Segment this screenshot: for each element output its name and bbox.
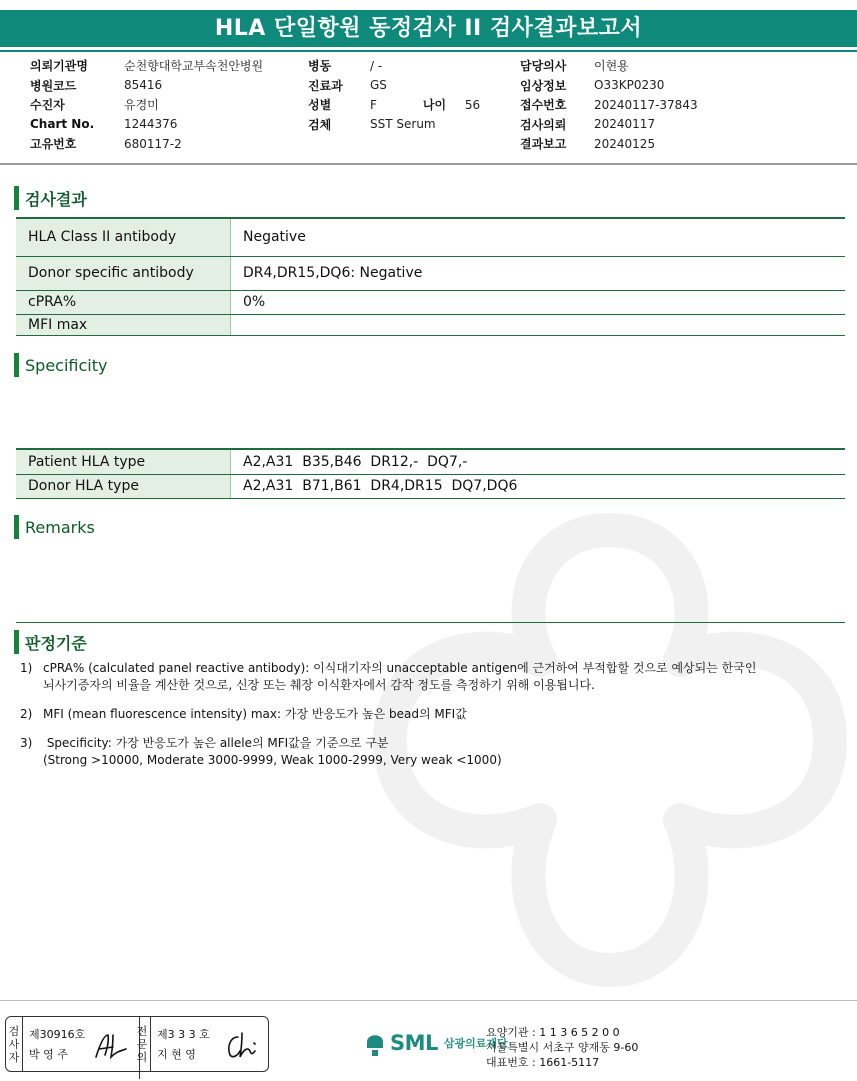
- info-value: F: [370, 97, 377, 112]
- hla-type-table: [16, 448, 845, 499]
- footer-divider: [0, 1000, 857, 1001]
- info-row-hospital-code: [30, 76, 263, 96]
- result-label: Donor specific antibody: [16, 256, 231, 290]
- org-info: [486, 1025, 638, 1070]
- list-item: [20, 735, 840, 769]
- result-value: DR4,DR15,DQ6: Negative: [231, 256, 846, 290]
- info-row-ward: [308, 56, 480, 76]
- criteria-number: 3): [20, 736, 33, 750]
- info-label: 의뢰기관명: [30, 59, 88, 74]
- label-char: 전: [136, 1024, 148, 1038]
- specialist-signature-icon: [224, 1029, 260, 1061]
- result-label: cPRA%: [16, 290, 231, 314]
- age-value: 56: [464, 97, 481, 112]
- info-value: GS: [370, 78, 387, 93]
- section-marker: [14, 353, 19, 377]
- table-row: [16, 290, 845, 314]
- age-label: 나이: [422, 98, 447, 113]
- label-char: 사: [8, 1037, 20, 1051]
- info-row-request-date: [520, 115, 698, 135]
- info-value: 이현용: [594, 59, 629, 74]
- tester-license: 제30916호: [29, 1028, 86, 1041]
- criteria-text: MFI (mean fluorescence intensity) max: 가장 반응도가 높은 bead의 MFI값: [43, 707, 467, 721]
- org-address: 서울특별시 서초구 양재동 9-60: [486, 1041, 639, 1054]
- table-row: [16, 218, 845, 256]
- criteria-text: Specificity: 가장 반응도가 높은 allele의 MFI값을 기준으로 구분: [43, 736, 389, 750]
- hla-label: Patient HLA type: [16, 449, 231, 474]
- label-char: 검: [8, 1024, 20, 1038]
- criteria-list: [20, 660, 840, 781]
- section-marker: [14, 515, 19, 539]
- tester-info: [23, 1017, 140, 1079]
- info-value: 유경미: [124, 98, 159, 113]
- label-char: 자: [8, 1050, 20, 1064]
- criteria-number: 1): [20, 661, 33, 675]
- info-value: O33KP0230: [594, 78, 665, 93]
- hla-value: A2,A31 B35,B46 DR12,- DQ7,-: [231, 449, 846, 474]
- hla-label: Donor HLA type: [16, 474, 231, 498]
- table-row: [16, 449, 845, 474]
- result-label: MFI max: [16, 314, 231, 335]
- specificity-heading: [14, 353, 107, 377]
- info-row-clinical-info: [520, 76, 698, 96]
- info-label: 임상정보: [520, 78, 567, 93]
- info-label: 병동: [308, 59, 332, 74]
- info-row-doctor: [520, 56, 698, 76]
- info-value: 1244376: [124, 117, 178, 132]
- results-heading-text: 검사결과: [25, 189, 87, 209]
- result-value: 0%: [231, 290, 846, 314]
- info-row-institution: [30, 56, 263, 76]
- result-label: HLA Class II antibody: [16, 218, 231, 256]
- list-item: [20, 660, 840, 694]
- results-heading: [14, 186, 87, 210]
- tester-name: 박 영 주: [29, 1048, 68, 1061]
- info-label: 접수번호: [520, 98, 567, 113]
- info-label: 병원코드: [30, 78, 77, 93]
- info-row-sex-age: [308, 95, 480, 115]
- info-label: 성별: [308, 98, 332, 113]
- label-char: 의: [136, 1050, 148, 1064]
- org-phone: 대표번호 : 1661-5117: [486, 1056, 600, 1069]
- patient-info-middle: [308, 56, 480, 134]
- info-value: SST Serum: [370, 117, 436, 132]
- info-label: 수진자: [30, 98, 65, 113]
- patient-info-block: [0, 54, 857, 164]
- info-label: 진료과: [308, 78, 343, 93]
- info-label: 담당의사: [520, 59, 567, 74]
- criteria-heading: [14, 630, 87, 654]
- table-row: [16, 314, 845, 335]
- info-label: 결과보고: [520, 137, 567, 152]
- logo-mark-text: SML: [390, 1031, 438, 1055]
- info-row-specimen: [308, 115, 480, 135]
- report-title-bar: [0, 10, 857, 47]
- specialist-label: [134, 1017, 151, 1071]
- info-row-department: [308, 76, 480, 96]
- header-divider: [0, 163, 857, 165]
- tester-signature-icon: [93, 1031, 129, 1061]
- info-row-unique-id: [30, 134, 263, 154]
- info-value: 20240117-37843: [594, 97, 698, 112]
- tester-label: [6, 1017, 23, 1071]
- logo-org-name: 삼광의료재단: [443, 1037, 508, 1050]
- table-row: [16, 474, 845, 498]
- criteria-text: 뇌사기증자의 비율을 계산한 것으로, 신장 또는 췌장 이식환자에서 감작 정도를 측정하기 위해 이용됩니다.: [43, 678, 595, 692]
- info-row-report-date: [520, 134, 698, 154]
- section-marker: [14, 186, 19, 210]
- remarks-heading: [14, 515, 95, 539]
- list-item: [20, 706, 840, 723]
- info-value: 순천향대학교부속천안병원: [124, 59, 264, 74]
- specialist-info: [151, 1017, 267, 1079]
- sml-mark-icon: [364, 1028, 386, 1058]
- report-title: HLA 단일항원 동정검사 II 검사결과보고서: [214, 16, 643, 41]
- info-row-chart-no: [30, 115, 263, 135]
- specificity-heading-text: Specificity: [25, 355, 108, 375]
- info-label: 검사의뢰: [520, 117, 567, 132]
- results-table: [16, 217, 845, 336]
- info-label: Chart No.: [30, 117, 95, 132]
- info-label: 고유번호: [30, 137, 77, 152]
- hla-value: A2,A31 B71,B61 DR4,DR15 DQ7,DQ6: [231, 474, 846, 498]
- section-marker: [14, 630, 19, 654]
- criteria-heading-text: 판정기준: [25, 633, 87, 653]
- table-row: [16, 256, 845, 290]
- org-code: 요양기관 : 1 1 3 6 5 2 0 0: [486, 1026, 620, 1039]
- title-underline: [0, 50, 857, 52]
- label-char: 문: [136, 1037, 148, 1051]
- criteria-text: (Strong >10000, Moderate 3000-9999, Weak 1000-2999, Very weak <1000): [43, 753, 502, 767]
- info-row-receipt-no: [520, 95, 698, 115]
- info-value: 20240125: [594, 136, 656, 151]
- result-value: [231, 314, 846, 335]
- signature-box: [5, 1016, 269, 1072]
- criteria-text: cPRA% (calculated panel reactive antibody): 이식대기자의 unacceptable antigen에 근거하여 부적합할 것으로 예상되는 한국인: [43, 661, 757, 675]
- info-label: 검체: [308, 117, 332, 132]
- criteria-number: 2): [20, 707, 33, 721]
- info-value: / -: [370, 58, 383, 73]
- result-value: Negative: [231, 218, 846, 256]
- info-row-patient: [30, 95, 263, 115]
- patient-info-left: [30, 56, 263, 154]
- remarks-divider: [16, 622, 845, 623]
- patient-info-right: [520, 56, 698, 154]
- specialist-license: 제3 3 3 호: [157, 1028, 210, 1041]
- info-value: 20240117: [594, 117, 656, 132]
- info-value: 85416: [124, 78, 163, 93]
- specialist-name: 지 현 영: [157, 1048, 196, 1061]
- info-value: 680117-2: [124, 136, 182, 151]
- remarks-heading-text: Remarks: [25, 517, 95, 537]
